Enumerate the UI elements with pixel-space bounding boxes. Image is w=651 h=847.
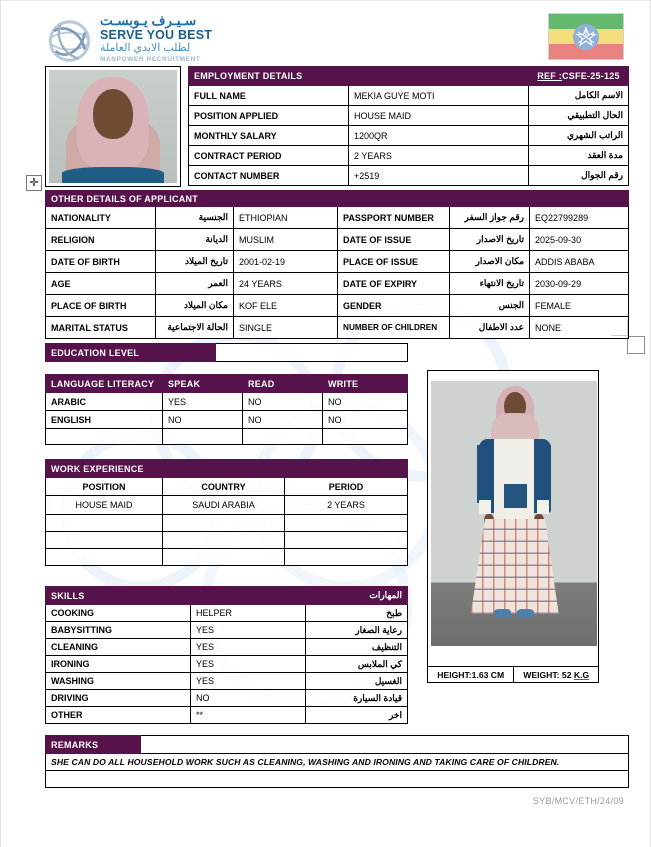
skill-name-4: WASHING	[46, 673, 191, 690]
other-value-r-3: 2030-09-29	[530, 273, 629, 295]
other-details-title-blank	[338, 191, 629, 207]
skill-value-6: **	[191, 707, 306, 724]
education-value[interactable]	[216, 344, 408, 362]
employment-arabic-4: رقم الجوال	[529, 166, 629, 186]
skills-title: SKILLS	[46, 587, 191, 605]
table-row	[46, 690, 408, 707]
employment-label-3: CONTRACT PERIOD	[189, 146, 349, 166]
other-arabic-l-4: مكان الميلاد	[156, 295, 234, 317]
height-value: HEIGHT:1.63 CM	[428, 667, 514, 683]
skills-header-row	[46, 587, 408, 605]
other-arabic-r-2: مكان الاصدار	[450, 251, 530, 273]
language-name-2	[46, 429, 163, 445]
other-arabic-l-1: الديانة	[156, 229, 234, 251]
other-label-r-0: PASSPORT NUMBER	[338, 207, 450, 229]
employment-label-1: POSITION APPLIED	[189, 106, 349, 126]
other-details-table	[45, 190, 629, 339]
language-write-2	[323, 429, 408, 445]
employment-arabic-0: الاسم الكامل	[529, 86, 629, 106]
work-col-period: PERIOD	[285, 478, 408, 496]
table-row	[46, 344, 408, 362]
skill-name-1: BABYSITTING	[46, 622, 191, 639]
skill-value-5: NO	[191, 690, 306, 707]
remarks-text[interactable]: SHE CAN DO ALL HOUSEHOLD WORK SUCH AS CLEANING, WASHING AND IRONING AND TAKING CARE OF CHILDREN.	[46, 754, 629, 771]
language-name-0: ARABIC	[46, 393, 163, 411]
table-row	[46, 207, 629, 229]
move-handle-icon[interactable]: ✛	[26, 175, 42, 191]
other-label-l-5: MARITAL STATUS	[46, 317, 156, 339]
other-arabic-r-1: تاريخ الاصدار	[450, 229, 530, 251]
other-value-l-2: 2001-02-19	[234, 251, 338, 273]
other-value-r-2: ADDIS ABABA	[530, 251, 629, 273]
applicant-passport-photo	[45, 66, 181, 187]
education-level-table	[45, 343, 408, 362]
other-arabic-l-0: الجنسية	[156, 207, 234, 229]
employment-value-1: HOUSE MAID	[349, 106, 529, 126]
language-write-1: NO	[323, 411, 408, 429]
other-value-l-1: MUSLIM	[234, 229, 338, 251]
table-row	[46, 549, 408, 566]
logo-arabic-title: سـيـرف يـوبسـت	[100, 13, 197, 28]
table-row	[46, 393, 408, 411]
table-row	[189, 126, 629, 146]
company-logo	[48, 14, 238, 70]
other-value-r-0: EQ22799289	[530, 207, 629, 229]
language-read-2	[243, 429, 323, 445]
table-row	[189, 106, 629, 126]
language-name-1: ENGLISH	[46, 411, 163, 429]
other-label-l-0: NATIONALITY	[46, 207, 156, 229]
skill-arabic-1: رعاية الصغار	[306, 622, 408, 639]
table-row	[46, 411, 408, 429]
language-write-0: NO	[323, 393, 408, 411]
work-country-3	[163, 549, 285, 566]
work-column-header-row	[46, 478, 408, 496]
other-arabic-l-3: العمر	[156, 273, 234, 295]
ref-label: REF :	[537, 71, 562, 81]
table-row	[189, 86, 629, 106]
employment-header-row	[189, 67, 629, 86]
other-label-r-1: DATE OF ISSUE	[338, 229, 450, 251]
weight-unit: K.G	[573, 669, 590, 680]
table-row	[189, 166, 629, 186]
remarks-title-blank	[141, 736, 629, 754]
logo-arabic-subtitle: لطلب الايدي العاملة	[100, 42, 191, 54]
flag-emblem-icon	[573, 24, 599, 50]
other-label-r-5: NUMBER OF CHILDREN	[338, 317, 450, 339]
table-row	[189, 146, 629, 166]
skill-name-3: IRONING	[46, 656, 191, 673]
table-row	[46, 515, 408, 532]
work-country-0: SAUDI ARABIA	[163, 496, 285, 515]
skill-name-6: OTHER	[46, 707, 191, 724]
other-value-l-4: KOF ELE	[234, 295, 338, 317]
footer-document-code: SYB/MCV/ETH/24/09	[532, 796, 624, 806]
table-row	[46, 673, 408, 690]
other-arabic-r-3: تاريخ الانتهاء	[450, 273, 530, 295]
employment-details-table	[188, 66, 629, 186]
skill-name-0: COOKING	[46, 605, 191, 622]
skill-arabic-5: قيادة السيارة	[306, 690, 408, 707]
work-period-1	[285, 515, 408, 532]
language-read-0: NO	[243, 393, 323, 411]
other-details-header-row	[46, 191, 629, 207]
other-value-l-3: 24 YEARS	[234, 273, 338, 295]
height-weight-table	[427, 666, 599, 683]
table-row	[46, 429, 408, 445]
table-row	[46, 605, 408, 622]
other-label-l-2: DATE OF BIRTH	[46, 251, 156, 273]
body-cuff-left	[479, 500, 491, 513]
body-apron-pocket	[504, 484, 527, 508]
work-experience-table	[45, 459, 408, 566]
employment-value-3: 2 YEARS	[349, 146, 529, 166]
language-title: LANGUAGE LITERACY	[46, 375, 163, 393]
language-speak-0: YES	[163, 393, 243, 411]
other-arabic-r-5: عدد الاطفال	[450, 317, 530, 339]
skill-arabic-4: الغسيل	[306, 673, 408, 690]
skills-title-arabic: المهارات	[191, 587, 408, 605]
table-row	[46, 639, 408, 656]
body-shoe-left	[494, 609, 511, 618]
work-period-3	[285, 549, 408, 566]
skill-arabic-6: اخر	[306, 707, 408, 724]
table-row	[46, 771, 629, 788]
work-header-row	[46, 460, 408, 478]
table-row	[46, 251, 629, 273]
other-label-l-3: AGE	[46, 273, 156, 295]
skill-arabic-3: كي الملابس	[306, 656, 408, 673]
employment-ref-cell	[529, 67, 629, 86]
other-label-r-3: DATE OF EXPIRY	[338, 273, 450, 295]
weight-cell	[514, 667, 599, 683]
language-col-write: WRITE	[323, 375, 408, 393]
logo-english-title: SERVE YOU BEST	[100, 28, 213, 42]
globe-logo-icon	[48, 17, 94, 65]
education-title: EDUCATION LEVEL	[46, 344, 216, 362]
employment-label-2: MONTHLY SALARY	[189, 126, 349, 146]
body-shoe-right	[517, 609, 534, 618]
other-value-l-0: ETHIOPIAN	[234, 207, 338, 229]
other-label-l-4: PLACE OF BIRTH	[46, 295, 156, 317]
photo-face	[93, 89, 134, 139]
other-value-r-1: 2025-09-30	[530, 229, 629, 251]
other-value-l-5: SINGLE	[234, 317, 338, 339]
employment-arabic-1: الحال التطبيقي	[529, 106, 629, 126]
body-cuff-right	[537, 500, 549, 513]
remarks-extra[interactable]	[46, 771, 629, 788]
skill-value-1: YES	[191, 622, 306, 639]
language-read-1: NO	[243, 411, 323, 429]
table-row	[46, 295, 629, 317]
resize-handle[interactable]	[627, 336, 645, 354]
work-position-0: HOUSE MAID	[46, 496, 163, 515]
skill-value-0: HELPER	[191, 605, 306, 622]
remarks-header-row	[46, 736, 629, 754]
language-col-speak: SPEAK	[163, 375, 243, 393]
body-skirt	[471, 519, 559, 614]
employment-label-0: FULL NAME	[189, 86, 349, 106]
photo-shoulder	[62, 167, 164, 183]
work-country-1	[163, 515, 285, 532]
remarks-table	[45, 735, 629, 788]
skill-value-2: YES	[191, 639, 306, 656]
other-label-l-1: RELIGION	[46, 229, 156, 251]
table-row	[46, 496, 408, 515]
skill-value-3: YES	[191, 656, 306, 673]
employment-label-4: CONTACT NUMBER	[189, 166, 349, 186]
passport-photo-image	[49, 70, 177, 183]
other-value-r-4: FEMALE	[530, 295, 629, 317]
other-arabic-l-5: الحالة الاجتماعية	[156, 317, 234, 339]
language-speak-1: NO	[163, 411, 243, 429]
employment-value-4: +2519	[349, 166, 529, 186]
page-edge-left	[0, 0, 1, 847]
remarks-title: REMARKS	[46, 736, 141, 754]
language-header-row	[46, 375, 408, 393]
table-row	[46, 754, 629, 771]
other-arabic-l-2: تاريخ الميلاد	[156, 251, 234, 273]
skill-arabic-2: التنظيف	[306, 639, 408, 656]
skill-value-4: YES	[191, 673, 306, 690]
work-col-country: COUNTRY	[163, 478, 285, 496]
other-arabic-r-4: الجنس	[450, 295, 530, 317]
skill-name-2: CLEANING	[46, 639, 191, 656]
employment-arabic-2: الراتب الشهري	[529, 126, 629, 146]
full-body-photo-image	[431, 381, 597, 646]
skills-table	[45, 586, 408, 724]
employment-arabic-3: مدة العقد	[529, 146, 629, 166]
table-row	[46, 229, 629, 251]
ref-value: CSFE-25-125	[561, 71, 620, 81]
table-row	[46, 532, 408, 549]
other-arabic-r-0: رقم جواز السفر	[450, 207, 530, 229]
skill-arabic-0: طبخ	[306, 605, 408, 622]
other-label-r-4: GENDER	[338, 295, 450, 317]
table-row	[428, 667, 599, 683]
page-edge-top	[0, 0, 651, 1]
language-literacy-table	[45, 374, 408, 445]
work-position-1	[46, 515, 163, 532]
logo-english-subtitle: MANPOWER RECRUITMENT	[100, 56, 201, 63]
applicant-full-body-photo	[427, 370, 599, 670]
table-row	[46, 273, 629, 295]
other-label-r-2: PLACE OF ISSUE	[338, 251, 450, 273]
ethiopia-flag-icon	[548, 13, 624, 60]
other-value-r-5: NONE	[530, 317, 629, 339]
work-position-3	[46, 549, 163, 566]
employment-value-2: 1200QR	[349, 126, 529, 146]
table-row	[46, 622, 408, 639]
work-period-0: 2 YEARS	[285, 496, 408, 515]
table-row	[46, 317, 629, 339]
table-row	[46, 707, 408, 724]
other-details-title: OTHER DETAILS OF APPLICANT	[46, 191, 338, 207]
language-speak-2	[163, 429, 243, 445]
work-title-blank	[163, 460, 408, 478]
employment-value-0: MEKIA GUYE MOTI	[349, 86, 529, 106]
employment-title: EMPLOYMENT DETAILS	[189, 67, 529, 86]
weight-value: WEIGHT: 52	[523, 669, 574, 680]
table-row	[46, 656, 408, 673]
work-period-2	[285, 532, 408, 549]
language-col-read: READ	[243, 375, 323, 393]
work-country-2	[163, 532, 285, 549]
work-position-2	[46, 532, 163, 549]
work-col-position: POSITION	[46, 478, 163, 496]
work-title: WORK EXPERIENCE	[46, 460, 163, 478]
skill-name-5: DRIVING	[46, 690, 191, 707]
